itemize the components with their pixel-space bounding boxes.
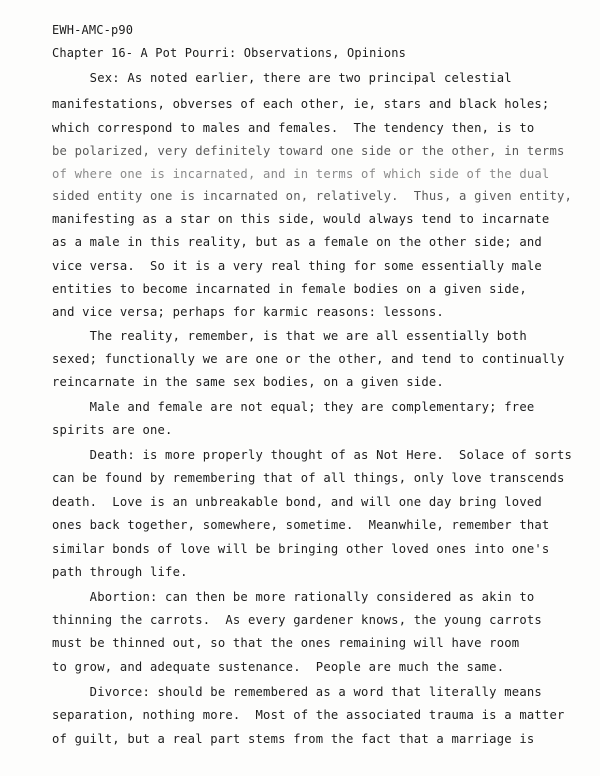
text-line: vice versa. So it is a very real thing for some essentially male xyxy=(52,259,542,273)
text-line: reincarnate in the same sex bodies, on a given side. xyxy=(52,375,444,389)
text-line: similar bonds of love will be bringing other loved ones into one's xyxy=(52,542,550,556)
text-line: sexed; functionally we are one or the other, and tend to continually xyxy=(52,352,565,366)
text-line: Divorce: should be remembered as a word that literally means xyxy=(52,685,542,699)
text-line: which correspond to males and females. The tendency then, is to xyxy=(52,121,535,135)
text-line: be polarized, very definitely toward one side or the other, in terms xyxy=(52,144,565,158)
text-line: must be thinned out, so that the ones remaining will have room xyxy=(52,636,520,650)
text-line: as a male in this reality, but as a female on the other side; and xyxy=(52,235,542,249)
text-line: Male and female are not equal; they are complementary; free xyxy=(52,400,535,414)
text-line: Sex: As noted earlier, there are two principal celestial xyxy=(52,71,512,85)
text-line: to grow, and adequate sustenance. People are much the same. xyxy=(52,660,505,674)
text-line: spirits are one. xyxy=(52,423,173,437)
text-line: of where one is incarnated, and in terms of which side of the dual xyxy=(52,167,550,181)
text-line: The reality, remember, is that we are all essentially both xyxy=(52,329,527,343)
text-line: manifestations, obverses of each other, ie, stars and black holes; xyxy=(52,97,550,111)
page-id: EWH-AMC-p90 xyxy=(52,23,134,37)
text-line: thinning the carrots. As every gardener knows, the young carrots xyxy=(52,613,542,627)
text-line: manifesting as a star on this side, would always tend to incarnate xyxy=(52,212,550,226)
text-line: can be found by remembering that of all things, only love transcends xyxy=(52,471,565,485)
text-line: Death: is more properly thought of as Not Here. Solace of sorts xyxy=(52,448,573,462)
text-line: separation, nothing more. Most of the associated trauma is a matter xyxy=(52,708,565,722)
text-line: and vice versa; perhaps for karmic reasons: lessons. xyxy=(52,305,444,319)
text-line: ones back together, somewhere, sometime. Meanwhile, remember that xyxy=(52,518,550,532)
chapter-heading: Chapter 16- A Pot Pourri: Observations, Opinions xyxy=(52,46,406,60)
text-line: entities to become incarnated in female bodies on a given side, xyxy=(52,282,527,296)
text-line: Abortion: can then be more rationally considered as akin to xyxy=(52,590,535,604)
text-line: sided entity one is incarnated on, relatively. Thus, a given entity, xyxy=(52,189,573,203)
text-line: death. Love is an unbreakable bond, and will one day bring loved xyxy=(52,495,542,509)
text-line: path through life. xyxy=(52,565,188,579)
text-line: of guilt, but a real part stems from the fact that a marriage is xyxy=(52,732,535,746)
